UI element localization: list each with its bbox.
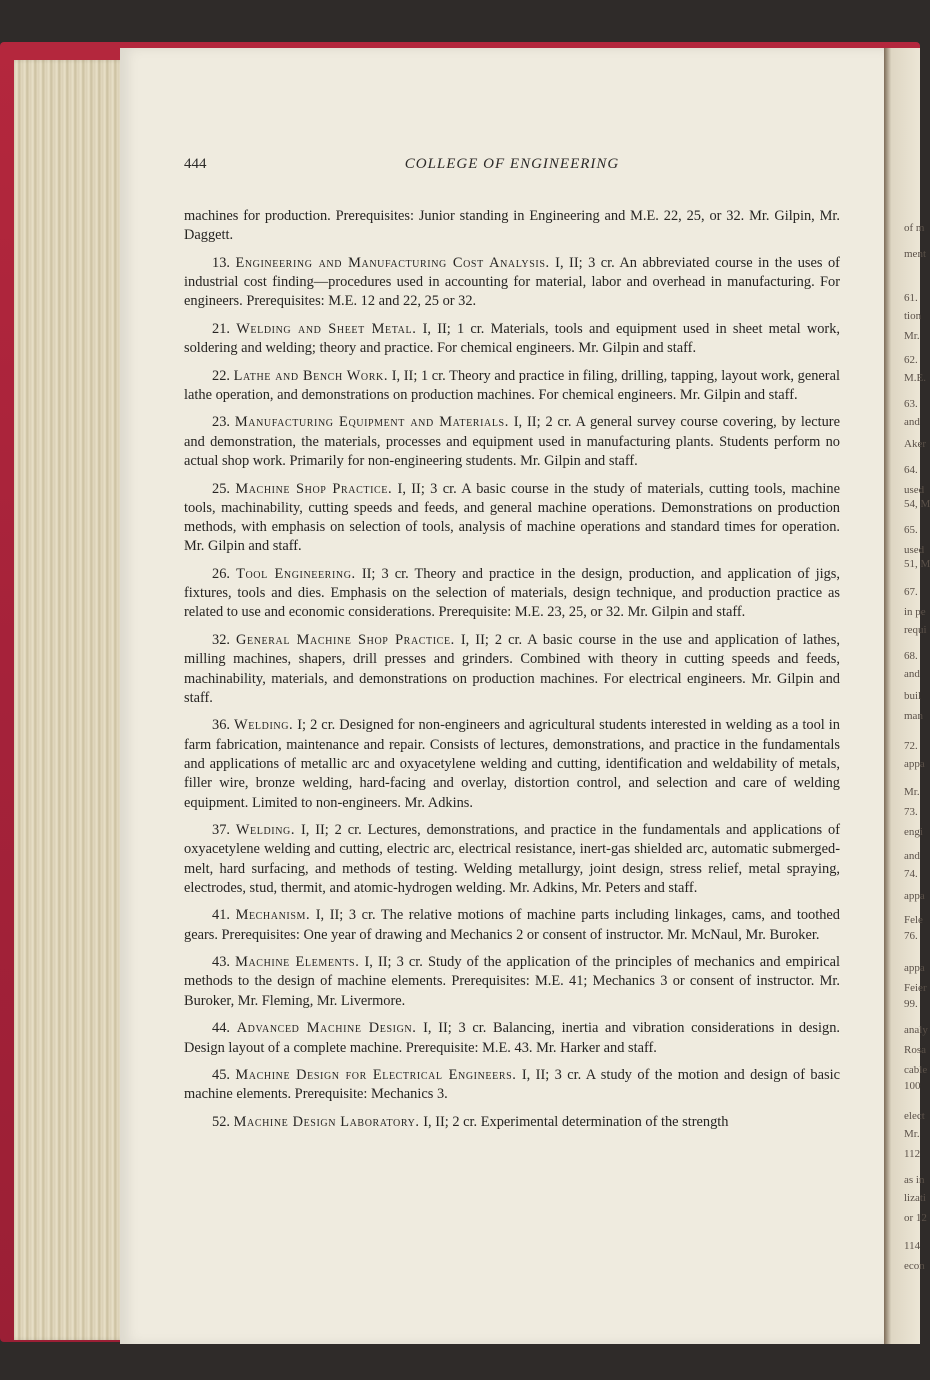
course-description: I, II; 3 cr. Study of the application of the principles of mechanics and empirical methods to the design of machine elements. Prerequisites: M.E. 41; Mechanics 3 or consent of instructor. Mr. Buroker, Mr. Fleming, Mr. Livermore.	[184, 954, 840, 1009]
facing-page-fragment: in pe	[904, 606, 926, 618]
course-number: 37.	[212, 822, 230, 838]
page-header	[184, 156, 840, 176]
facing-page-fragment: 112	[904, 1148, 921, 1160]
facing-page-fragment: Mr.	[904, 1128, 920, 1140]
facing-page-fragment: M.E.	[904, 372, 926, 384]
course-number: 41.	[212, 907, 230, 924]
course-description: I, II; 3 cr. A study of the motion and design of basic machine elements. Prerequisite: Mechanics 3.	[184, 1067, 840, 1103]
facing-page-fragment: 62.	[904, 354, 918, 366]
course-description: I, II; 3 cr. The relative motions of machine parts including linkages, cams, and toothed gears. Prerequisites: One year of drawing and Mechanics 2 or consent of instructor. Mr. McNaul, Mr. Buroker.	[184, 907, 840, 943]
course-title: Mechanism.	[235, 907, 311, 924]
facing-page-fragment: tion	[904, 310, 922, 322]
facing-page-fragment: 65.	[904, 524, 918, 536]
course-number: 52.	[212, 1113, 230, 1130]
course-title: Machine Shop Practice.	[235, 480, 393, 497]
course-description: I, II; 3 cr. An abbreviated course in the uses of industrial cost finding—procedures used in accounting for material, labor and overhead in manufacturing. For engineers. Prerequisites: M.E. 12 and 22, 25 or 32.	[184, 254, 840, 310]
page-number: 444	[184, 156, 207, 172]
facing-page-fragment: 54, M	[904, 498, 930, 510]
course-number: 45.	[212, 1067, 230, 1084]
course-entry	[184, 254, 840, 312]
course-number: 43.	[212, 954, 230, 971]
page-edges	[14, 60, 126, 1340]
course-number: 26.	[212, 565, 230, 582]
facing-page-fragment: Mr.	[904, 786, 920, 798]
course-title: Advanced Machine Design.	[236, 1020, 417, 1037]
facing-page-fragment: and	[904, 850, 920, 862]
running-head: COLLEGE OF ENGINEERING	[404, 156, 620, 172]
facing-page-fragment: man	[904, 710, 923, 722]
course-description: I, II; 2 cr. Experimental determination of the strength	[423, 1113, 729, 1130]
facing-page-fragment: buil	[904, 690, 922, 702]
course-description: I, II; 2 cr. A basic course in the use and application of lathes, milling machines, shapers, drill presses and grinders. Combined with theory in cutting speeds and feeds, machinability, materials, and demonstrations on production machines. For electrical engineers. Mr. Gilpin and staff.	[184, 631, 840, 706]
facing-page-fragment: 64.	[904, 464, 918, 476]
facing-page-fragment: 61.	[904, 292, 918, 304]
course-number: 25.	[212, 480, 230, 497]
course-description: II; 3 cr. Theory and practice in the design, production, and application of jigs, fixtures, tools and dies. Emphasis on the selection of materials, design technique, and production practice as related to use and economic considerations. Prerequisite: M.E. 23, 25, or 32. Mr. Gilpin and staff.	[184, 565, 840, 621]
course-title: Machine Design for Electrical Engineers.	[235, 1067, 517, 1084]
facing-page-fragment: Fele	[904, 914, 923, 926]
facing-page-fragment: elect	[904, 1110, 925, 1122]
facing-page-fragment: engi	[904, 826, 923, 838]
course-number: 21.	[212, 320, 230, 337]
course-description: I, II; 2 cr. Lectures, demonstrations, and practice in the fundamentals and applications of oxyacetylene welding and cutting, electric arc, electrical resistance, inert-gas shielded arc, automatic submerged-melt, hard surfacing, and methods of testing. Welding metallurgy, joint design, stress relief, metal spraying, electrodes, stud, thermit, and atomic-hydrogen welding. Mr. Adkins, Mr. Peters and staff.	[184, 822, 840, 896]
facing-page-fragment: Feier	[904, 982, 927, 994]
course-entry	[184, 480, 840, 557]
course-entry	[184, 1113, 840, 1132]
course-entry	[184, 953, 840, 1011]
course-number: 36.	[212, 717, 230, 734]
facing-page-fragment: 72.	[904, 740, 918, 752]
course-title: Engineering and Manufacturing Cost Analysis.	[235, 254, 550, 271]
facing-page-fragment: 100	[904, 1080, 921, 1092]
course-listing	[184, 207, 840, 1140]
course-title: General Machine Shop Practice.	[236, 631, 455, 648]
course-title: Tool Engineering.	[236, 565, 356, 582]
course-entry	[184, 1066, 840, 1105]
course-title: Welding.	[234, 717, 294, 734]
facing-page-fragment: requi	[904, 624, 927, 636]
facing-page-fragment: analy	[904, 1024, 928, 1036]
course-number: 44.	[212, 1020, 230, 1037]
course-title: Welding and Sheet Metal.	[236, 320, 417, 337]
facing-page-fragment: 99.	[904, 998, 918, 1010]
facing-page-edge	[884, 48, 930, 1344]
facing-page-fragment: Aker	[904, 438, 926, 450]
course-number: 32.	[212, 631, 230, 648]
course-entry	[184, 367, 840, 406]
facing-page-fragment: of m	[904, 222, 925, 234]
course-description: I, II; 1 cr. Materials, tools and equipment used in sheet metal work, soldering and welding; theory and practice. For chemical engineers. Mr. Gilpin and staff.	[184, 320, 841, 357]
course-number: 22.	[212, 367, 230, 384]
course-number: 13.	[212, 254, 230, 271]
course-description: I, II; 2 cr. A general survey course covering, by lecture and demonstration, the materials, processes and equipment used in manufacturing plants. Students perform no actual shop work. Primarily for non-engineering students. Mr. Gilpin and staff.	[184, 414, 840, 470]
facing-page-fragment: 68.	[904, 650, 918, 662]
course-entry	[184, 413, 840, 471]
facing-page-fragment: as in	[904, 1174, 925, 1186]
facing-page-fragment: used	[904, 484, 925, 496]
facing-page-fragment: Rosa	[904, 1044, 926, 1056]
course-title: Welding.	[235, 822, 296, 838]
facing-page-fragment: 67.	[904, 586, 918, 598]
continuation-paragraph: machines for production. Prerequisites: Junior standing in Engineering and M.E. 22, 25, or 32. Mr. Gilpin, Mr. Daggett.	[184, 208, 840, 244]
course-entry	[184, 320, 840, 359]
course-entry	[184, 716, 840, 812]
facing-page-fragment: 74.	[904, 868, 918, 880]
facing-page-fragment: lizati	[904, 1192, 926, 1204]
facing-page-fragment: econ	[904, 1260, 925, 1272]
facing-page-fragment: and	[904, 416, 920, 428]
facing-page-fragment: Mr.	[904, 330, 920, 342]
facing-page-fragment: cable	[904, 1064, 928, 1076]
course-description: I; 2 cr. Designed for non-engineers and agricultural students interested in welding as a tool in farm fabrication, maintenance and repair. Consists of lectures, demonstrations, and practice in the fundamentals and applications of metallic arc and oxyacetylene welding and cutting, identification and weldability of metals, filler wire, bronze welding, hard-facing and overlay, distortion control, and selection and care of welding equipment. Limited to non-engineers. Mr. Adkins.	[184, 717, 840, 811]
course-description: I, II; 3 cr. A basic course in the study of materials, cutting tools, machine tools, machinability, cutting speeds and feeds, and general machine operations. Demonstrations on production methods, with emphasis on selection of tools, analysis of machine operations and standard times for operation. Mr. Gilpin and staff.	[184, 480, 840, 555]
facing-page-fragment: 63.	[904, 398, 918, 410]
course-description: I, II; 3 cr. Balancing, inertia and vibration considerations in design. Design layout of a complete machine. Prerequisite: M.E. 43. Mr. Harker and staff.	[184, 1020, 841, 1056]
course-title: Machine Design Laboratory.	[233, 1113, 420, 1130]
facing-page-fragment: and	[904, 668, 920, 680]
course-title: Manufacturing Equipment and Materials.	[234, 414, 509, 431]
course-entry	[184, 821, 840, 898]
course-description: I, II; 1 cr. Theory and practice in filing, drilling, tapping, layout work, general lathe operation, and demonstrations on production machines. For chemical engineers. Mr. Gilpin and staff.	[184, 367, 840, 403]
course-entry	[184, 565, 840, 623]
course-entry	[184, 1019, 840, 1058]
facing-page-fragment: appa	[904, 758, 925, 770]
course-entry	[184, 631, 840, 708]
facing-page-fragment: or 12	[904, 1212, 927, 1224]
course-number: 23.	[212, 414, 230, 431]
facing-page-fragment: appa	[904, 890, 925, 902]
facing-page-fragment: 51, M	[904, 558, 930, 570]
facing-page-fragment: 73.	[904, 806, 918, 818]
facing-page-fragment: used	[904, 544, 925, 556]
course-title: Lathe and Bench Work.	[233, 367, 389, 384]
facing-page-fragment: 76.	[904, 930, 918, 942]
course-title: Machine Elements.	[235, 954, 360, 971]
facing-page-fragment: ment	[904, 248, 926, 260]
facing-page-fragment: 114	[904, 1240, 921, 1252]
course-entry	[184, 906, 840, 945]
facing-page-fragment: appa	[904, 962, 925, 974]
